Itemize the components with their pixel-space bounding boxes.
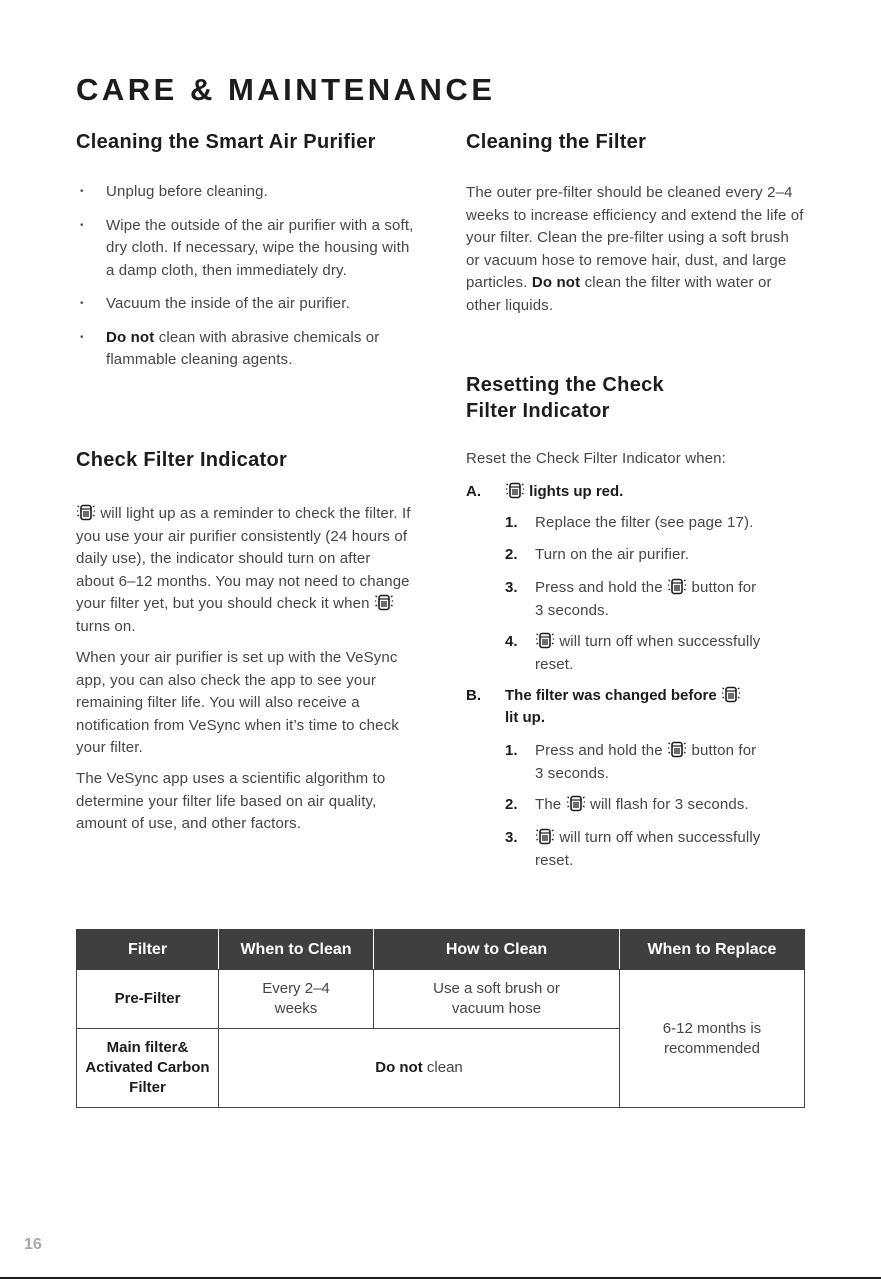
table-header-row bbox=[77, 930, 805, 970]
table-cell: Use a soft brush or vacuum hose bbox=[374, 970, 620, 1029]
step-number: 1. bbox=[505, 742, 518, 759]
list-item: • Wipe the outside of the air purifier with a soft, dry cloth. If necessary, wipe the housing with a damp cloth, then immediately dry. bbox=[76, 215, 416, 283]
check-filter-paragraph-1: will light up as a reminder to check the filter. If you use your air purifier consistently (24 hours of daily use), the indicator should turn on after about 6–12 months. You may not need to change your filter yet, but you should check it when turns on. bbox=[76, 505, 411, 635]
cleaning-purifier-list bbox=[76, 181, 416, 383]
step-number: 1. bbox=[505, 514, 518, 531]
care-table bbox=[76, 929, 805, 1108]
table-cell: Every 2–4 weeks bbox=[219, 970, 374, 1029]
step-number: 4. bbox=[505, 633, 518, 650]
column-header: How to Clean bbox=[374, 930, 620, 970]
step-number: 3. bbox=[505, 579, 518, 596]
cleaning-filter-paragraph: The outer pre-filter should be cleaned every 2–4 weeks to increase efficiency and extend the life of your filter. Clean the pre-filter using a soft brush or vacuum hose to remove hair, dust, and large particles. Do not clean the filter with water or other liquids. bbox=[466, 184, 804, 314]
filter-indicator-icon bbox=[536, 632, 554, 649]
case-b-letter: B. bbox=[466, 687, 481, 704]
column-header: Filter bbox=[77, 930, 219, 970]
filter-indicator-icon bbox=[668, 741, 686, 758]
case-a-title: lights up red. bbox=[505, 481, 623, 503]
step-text: Turn on the air purifier. bbox=[535, 546, 690, 563]
table-cell: 6-12 months is recommended bbox=[620, 970, 805, 1108]
filter-indicator-icon bbox=[536, 828, 554, 845]
step-text: Press and hold the button for 3 seconds. bbox=[535, 579, 757, 619]
table-cell: Pre-Filter bbox=[77, 970, 219, 1029]
table-row bbox=[77, 970, 805, 1029]
table-cell: Main filter& Activated Carbon Filter bbox=[77, 1029, 219, 1108]
resetting-intro: Reset the Check Filter Indicator when: bbox=[466, 450, 726, 467]
case-b-title: The filter was changed before lit up. bbox=[505, 685, 795, 729]
step-number: 2. bbox=[505, 546, 518, 563]
step-number: 3. bbox=[505, 829, 518, 846]
check-filter-paragraph-2: When your air purifier is set up with the VeSync app, you can also check the app to see your remaining filter life. You will also receive a notification from VeSync when it’s time to check your filter. bbox=[76, 649, 399, 756]
step-text: will turn off when successfully reset. bbox=[535, 633, 761, 673]
table-cell: Do not clean bbox=[219, 1029, 620, 1108]
column-header: When to Replace bbox=[620, 930, 805, 970]
check-filter-heading: Check Filter Indicator bbox=[76, 449, 288, 471]
cleaning-filter-heading: Cleaning the Filter bbox=[466, 131, 647, 153]
filter-indicator-icon bbox=[506, 482, 524, 499]
cleaning-purifier-heading: Cleaning the Smart Air Purifier bbox=[76, 131, 376, 153]
filter-indicator-icon bbox=[722, 686, 740, 703]
page-title: CARE & MAINTENANCE bbox=[76, 72, 496, 107]
check-filter-paragraph-3: The VeSync app uses a scientific algorithm to determine your filter life based on air quality, amount of use, and other factors. bbox=[76, 770, 386, 832]
step-text: will turn off when successfully reset. bbox=[535, 829, 761, 869]
step-text: The will flash for 3 seconds. bbox=[535, 796, 749, 813]
filter-indicator-icon bbox=[77, 504, 95, 521]
list-item: • Unplug before cleaning. bbox=[76, 181, 416, 204]
page-number: 16 bbox=[24, 1236, 42, 1253]
filter-indicator-icon bbox=[567, 795, 585, 812]
step-number: 2. bbox=[505, 796, 518, 813]
footer-divider bbox=[0, 1277, 881, 1279]
resetting-heading: Resetting the Check Filter Indicator bbox=[466, 374, 664, 422]
list-item: • Do not clean with abrasive chemicals or flammable cleaning agents. bbox=[76, 327, 416, 372]
filter-indicator-icon bbox=[375, 594, 393, 611]
column-header: When to Clean bbox=[219, 930, 374, 970]
step-text: Press and hold the button for 3 seconds. bbox=[535, 742, 757, 782]
list-item: • Vacuum the inside of the air purifier. bbox=[76, 293, 416, 316]
case-a-letter: A. bbox=[466, 483, 481, 500]
step-text: Replace the filter (see page 17). bbox=[535, 514, 754, 531]
filter-indicator-icon bbox=[668, 578, 686, 595]
